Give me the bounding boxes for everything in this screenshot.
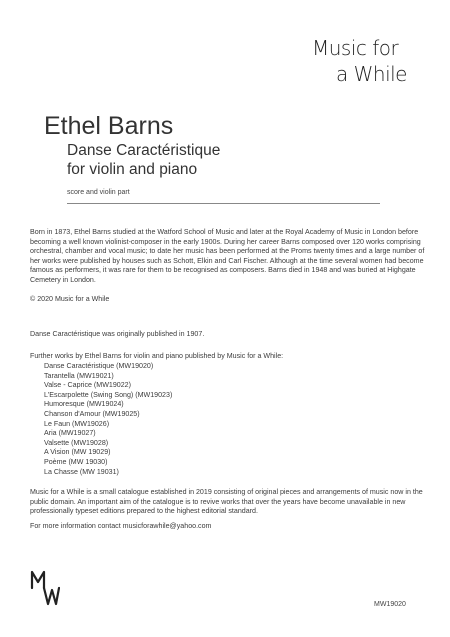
list-item: Chanson d'Amour (MW19025) bbox=[44, 409, 140, 418]
publication-note: Danse Caractéristique was originally published in 1907. bbox=[30, 330, 205, 338]
list-item: Humoresque (MW19024) bbox=[44, 400, 124, 409]
music-for-a-while-logo bbox=[312, 36, 422, 96]
copyright-notice: © 2020 Music for a While bbox=[30, 295, 110, 303]
further-works-list bbox=[44, 362, 172, 477]
title-line-1: Danse Caractéristique bbox=[67, 142, 221, 159]
list-item: Valse - Caprice (MW19022) bbox=[44, 381, 131, 390]
composer-name: Ethel Barns bbox=[44, 112, 174, 140]
mw-monogram-icon bbox=[30, 570, 60, 606]
list-item: Danse Caractéristique (MW19020) bbox=[44, 362, 154, 370]
list-item: Valsette (MW19028) bbox=[44, 438, 109, 447]
catalogue-code: MW19020 bbox=[374, 601, 406, 608]
list-item: Aria (MW19027) bbox=[44, 429, 96, 438]
list-item: Tarantella (MW19021) bbox=[44, 371, 114, 380]
composer-biography: Born in 1873, Ethel Barns studied at the Watford School of Music and later at the Royal Academy of Music in London before becoming a well known violinist-composer in the early 1900s. During her career Barns composed over 120 works comprising orchestral, chamber and vocal music; to date her music has been performed at the Proms twenty times and a large number of her works were published by houses such as Schott, Elkin and Carl Fischer. Although at the time several women had become famous as performers, it was rare for them to be recognised as composers. Barns died in 1948 and was buried at Highgate Cemetery in London. bbox=[30, 228, 425, 284]
further-works-intro: Further works by Ethel Barns for violin and piano published by Music for a While: bbox=[30, 352, 284, 360]
logo-line-1: Music for bbox=[312, 36, 399, 60]
list-item: Le Faun (MW19026) bbox=[44, 419, 110, 428]
title-line-2: for violin and piano bbox=[67, 161, 198, 178]
list-item: La Chasse (MW 19031) bbox=[44, 467, 119, 476]
list-item: L'Escarpolette (Swing Song) (MW19023) bbox=[44, 390, 173, 399]
publisher-description: Music for a While is a small catalogue established in 2019 consisting of original pieces and arrangements of music now in the public domain. An important aim of the catalogue is to revive works that over the years have become unavailable in new professionally typeset editions prepared to the highest editorial standard. bbox=[30, 488, 423, 515]
list-item: A Vision (MW 19029) bbox=[44, 448, 111, 457]
logo-line-2: a While bbox=[336, 62, 407, 86]
divider-rule bbox=[67, 203, 380, 204]
subtitle: score and violin part bbox=[67, 189, 130, 196]
contact-line: For more information contact musicforawhile@yahoo.com bbox=[30, 522, 212, 530]
list-item: Poème (MW 19030) bbox=[44, 457, 108, 466]
